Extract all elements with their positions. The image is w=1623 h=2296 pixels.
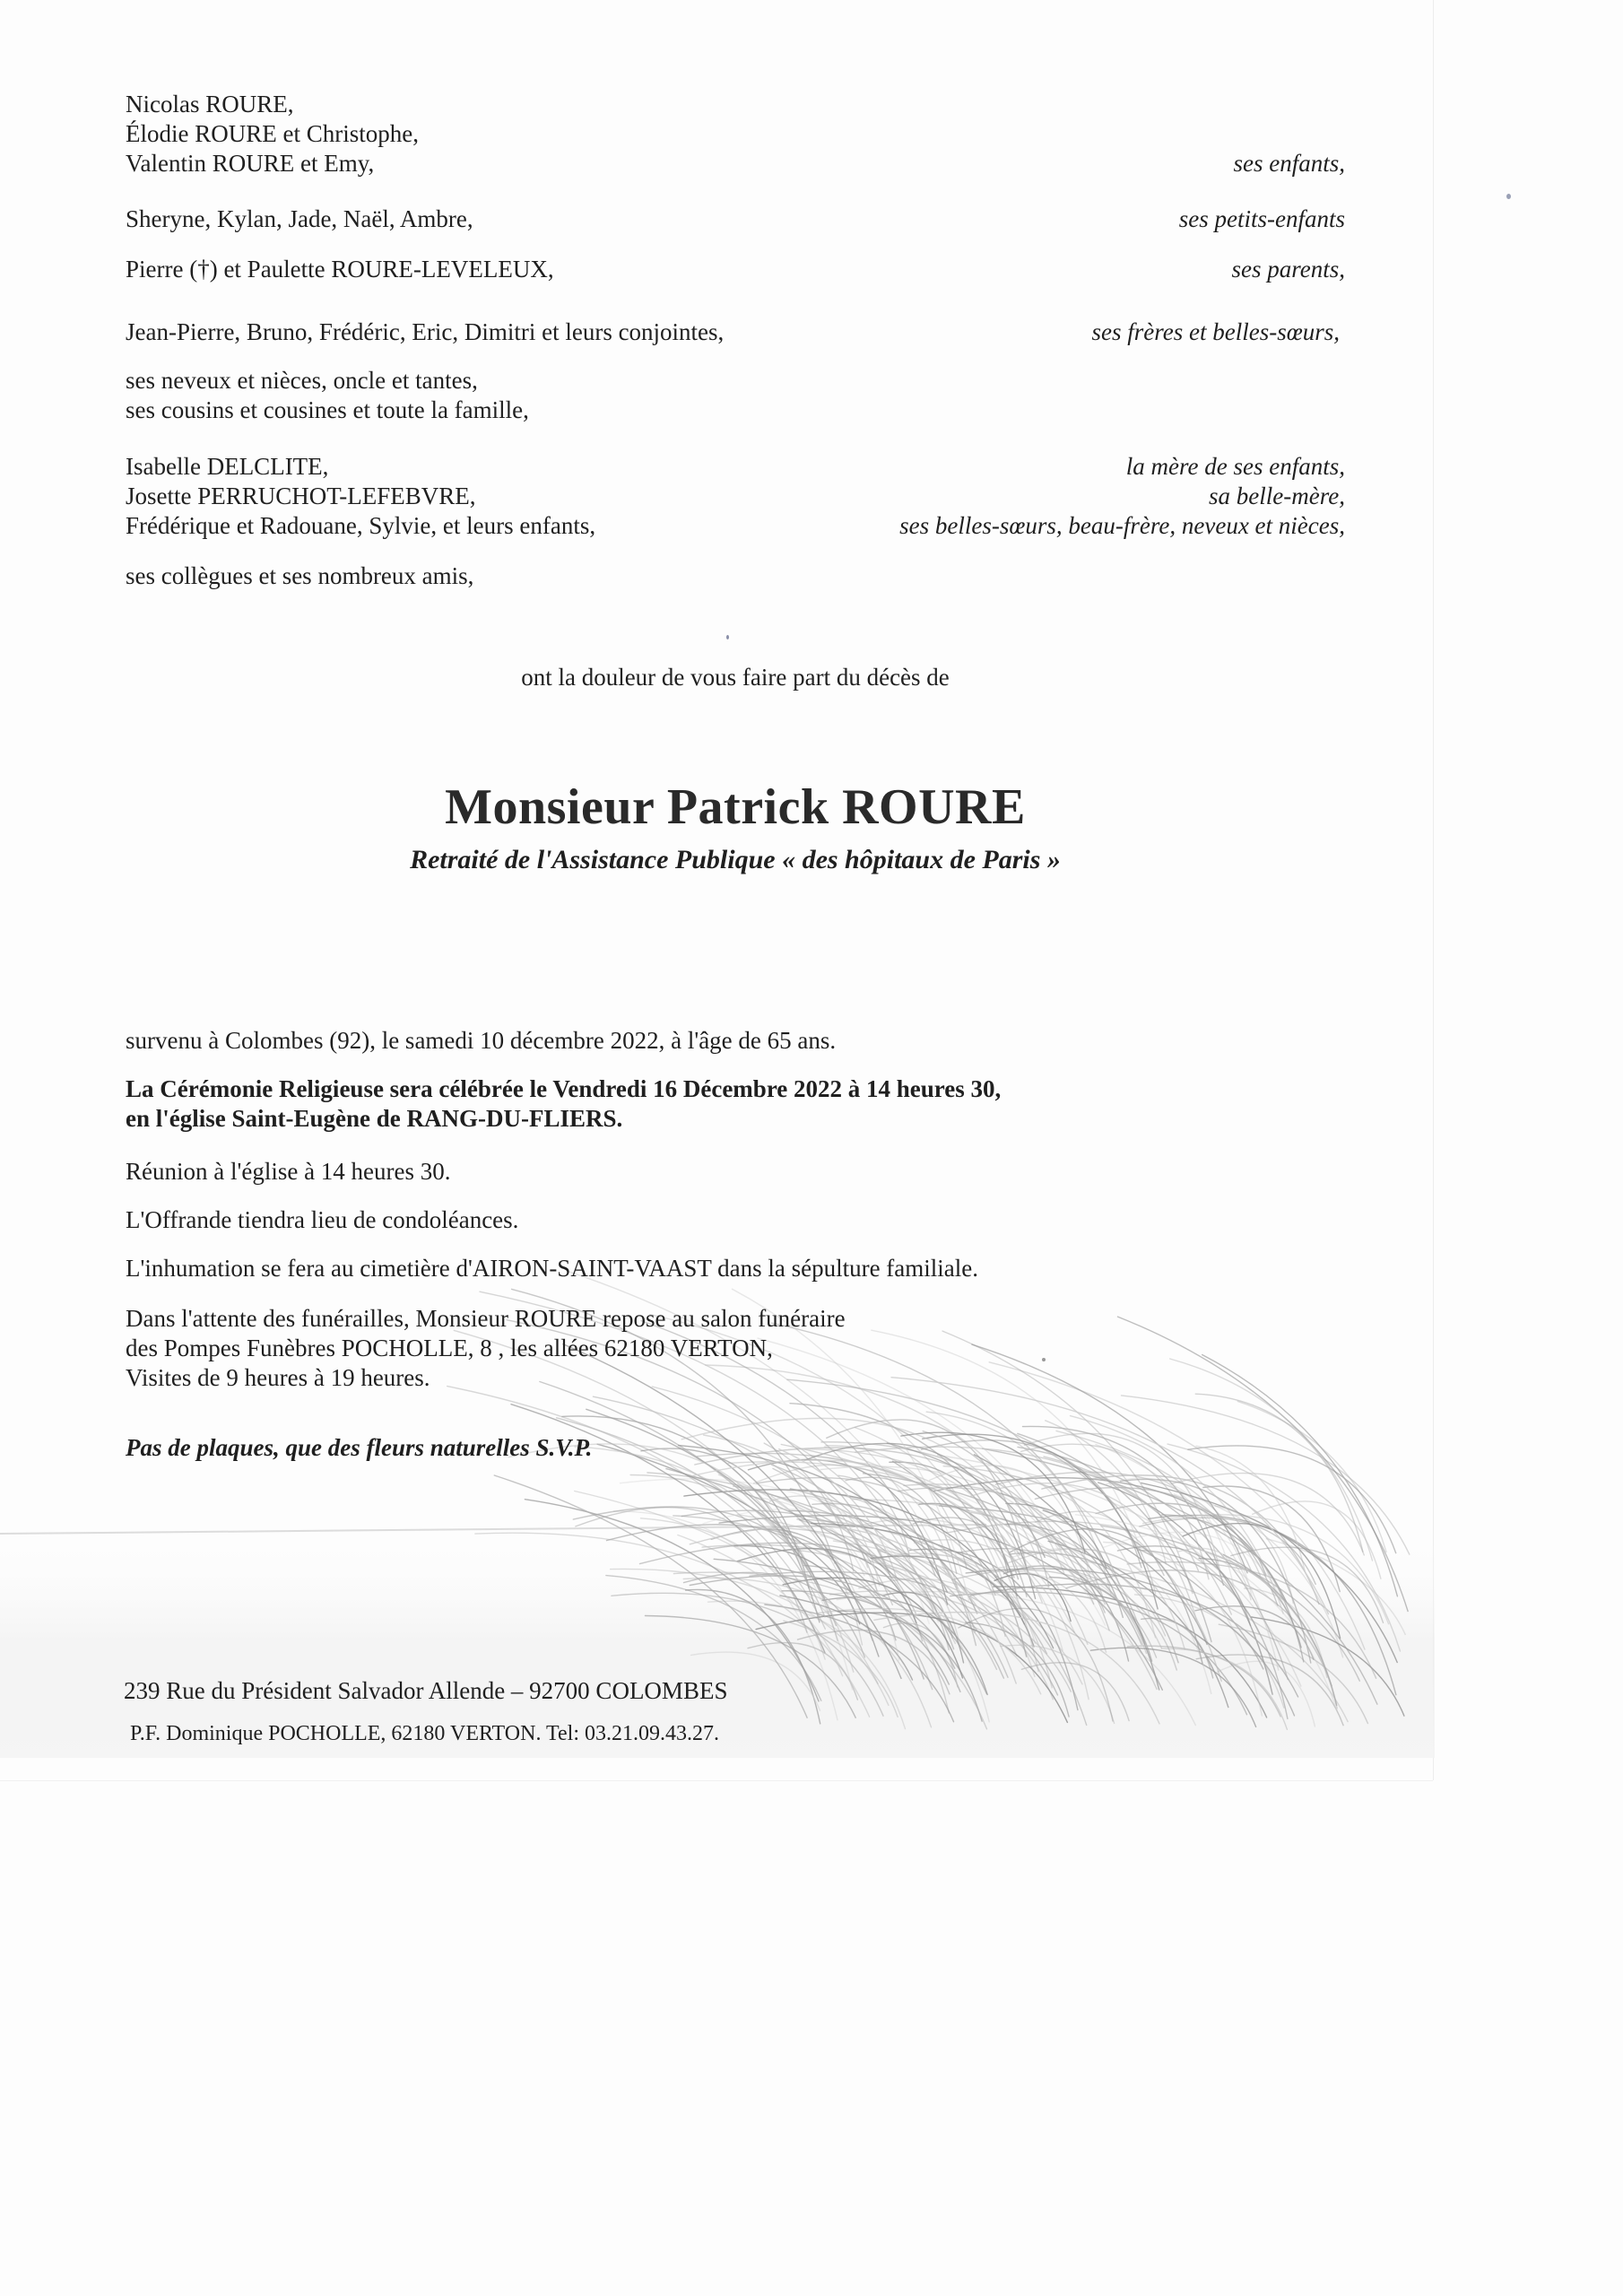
family-extended-row [126,366,1345,425]
meeting-details [126,1157,1112,1187]
rest-details [126,1304,1112,1393]
grandchildren-relation: ses petits-enfants [1178,205,1345,232]
meeting-line: Réunion à l'église à 14 heures 30. [126,1158,451,1185]
family-children-row [126,90,1345,178]
friends-names: ses collègues et ses nombreux amis, [126,562,474,589]
ceremony-line-1: La Cérémonie Religieuse sera célébrée le Vendredi 16 Décembre 2022 à 14 heures 30, [126,1075,1002,1102]
announcement-text: ont la douleur de vous faire part du décès de [521,664,950,691]
death-line: survenu à Colombes (92), le samedi 10 décembre 2022, à l'âge de 65 ans. [126,1027,837,1054]
family-inlaws-row [126,452,1345,541]
offering-line: L'Offrande tiendra lieu de condoléances. [126,1206,519,1233]
grandchildren-names: Sheryne, Kylan, Jade, Naël, Ambre, [126,205,473,232]
siblings-relation: ses frères et belles-sœurs, [1091,318,1340,345]
rest-line-3: Visites de 9 heures à 19 heures. [126,1364,430,1391]
family-address: 239 Rue du Président Salvador Allende – 92700 COLOMBES [124,1677,728,1704]
family-parents-row [126,255,1345,284]
scan-speck [1506,194,1511,199]
burial-line: L'inhumation se fera au cimetière d'AIRON-SAINT-VAAST dans la sépulture familiale. [126,1255,978,1282]
siblings-names: Jean-Pierre, Bruno, Frédéric, Eric, Dimitri et leurs conjointes, [126,318,725,345]
family-siblings-row [126,317,1345,347]
scan-speck [1042,1358,1046,1361]
rest-line-1: Dans l'attente des funérailles, Monsieur ROURE repose au salon funéraire [126,1305,846,1332]
offering-details [126,1205,1112,1235]
children-names: Nicolas ROURE, Élodie ROURE et Christophe, Valentin ROURE et Emy, [126,91,419,177]
ceremony-details [126,1074,1202,1134]
inlaws-names: Isabelle DELCLITE, Josette PERRUCHOT-LEFEBVRE, Frédérique et Radouane, Sylvie, et leurs enfants, [126,453,596,539]
ceremony-line-2: en l'église Saint-Eugène de RANG-DU-FLIERS. [126,1105,623,1132]
deceased-name: Monsieur Patrick ROURE [445,779,1026,835]
funeral-home-contact: P.F. Dominique POCHOLLE, 62180 VERTON. Tel: 03.21.09.43.27. [130,1722,719,1745]
flowers-line: Pas de plaques, que des fleurs naturelles S.V.P. [126,1434,593,1461]
extended-family-names: ses neveux et nièces, oncle et tantes, ses cousins et cousines et toute la famille, [126,367,529,423]
family-friends-row [126,561,1345,591]
parents-relation: ses parents, [1231,256,1345,283]
flowers-note [126,1433,1112,1463]
burial-details [126,1254,1112,1283]
family-grandchildren-row [126,204,1345,234]
death-details [126,1026,1112,1056]
sheet-bottom-edge [0,1780,1433,1781]
scan-speck [726,635,729,639]
rest-line-2: des Pompes Funèbres POCHOLLE, 8 , les allées 62180 VERTON, [126,1335,773,1361]
deceased-title: Retraité de l'Assistance Publique « des hôpitaux de Paris » [410,845,1061,874]
children-relation: ses enfants, [1233,150,1345,177]
parents-names: Pierre (†) et Paulette ROURE-LEVELEUX, [126,256,554,283]
inlaws-relation: la mère de ses enfants, sa belle-mère, ses belles-sœurs, beau-frère, neveux et nièces, [899,453,1345,539]
